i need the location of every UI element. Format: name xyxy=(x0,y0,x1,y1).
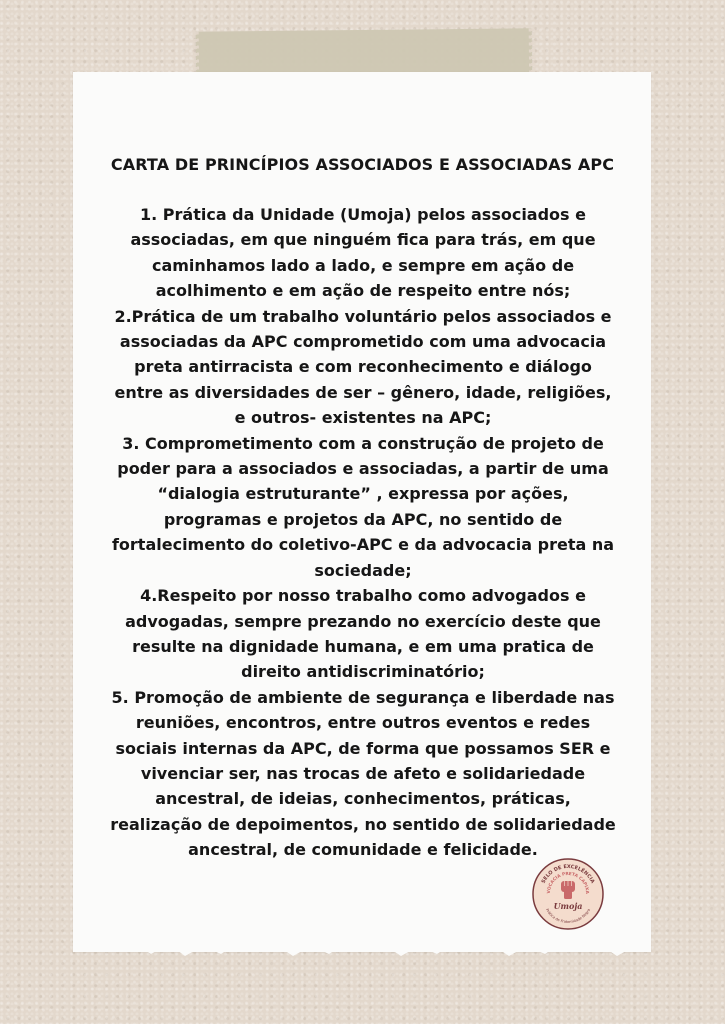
seal-bottom-text: Prática de Fraternidade Negra xyxy=(544,908,592,925)
excellence-seal xyxy=(531,857,605,931)
principle-item: 3. Comprometimento com a construção de projeto de poder para a associados e associadas, a partir de uma “dialogia estruturante” , expressa por ações, programas e projetos da APC, no sentido de fortalecimento do coletivo-APC e da advocacia preta na sociedade; xyxy=(111,433,615,580)
seal-graphic xyxy=(531,857,605,931)
document-title: CARTA DE PRINCÍPIOS ASSOCIADOS E ASSOCIADAS APC xyxy=(110,155,615,174)
seal-word: Umoja xyxy=(553,901,583,911)
principle-item: 1. Prática da Unidade (Umoja) pelos associados e associadas, em que ninguém fica para trás, em que caminhamos lado a lado, e sempre em ação de acolhimento e em ação de respeito entre nós; xyxy=(130,205,596,301)
principle-item: 4.Respeito por nosso trabalho como advogados e advogadas, sempre prezando no exercício deste que resulte na dignidade humana, e em uma pratica de direito antidiscriminatório; xyxy=(125,586,601,682)
torn-paper-edge xyxy=(73,930,651,970)
principle-item: 5. Promoção de ambiente de segurança e liberdade nas reuniões, encontros, entre outros eventos e redes sociais internas da APC, de forma que possamos SER e vivenciar ser, nas trocas de afeto e solidariedade ancestral, de ideias, conhecimentos, práticas, realização de depoimentos, no sentido de solidariedade ancestral, de comunidade e felicidade. xyxy=(110,687,616,860)
seal-arc-text: VOCACIA PRETA CAPIXA xyxy=(546,871,590,895)
principle-item: 2.Prática de um trabalho voluntário pelos associados e associadas da APC comprometido com uma advocacia preta antirracista e com reconhecimento e diálogo entre as diversidades de ser – gênero, idade, religiões, e outros- existentes na APC; xyxy=(114,306,612,428)
principles-list xyxy=(108,202,618,863)
seal-top-text: SELO DE EXCELÊNCIA xyxy=(540,863,596,885)
